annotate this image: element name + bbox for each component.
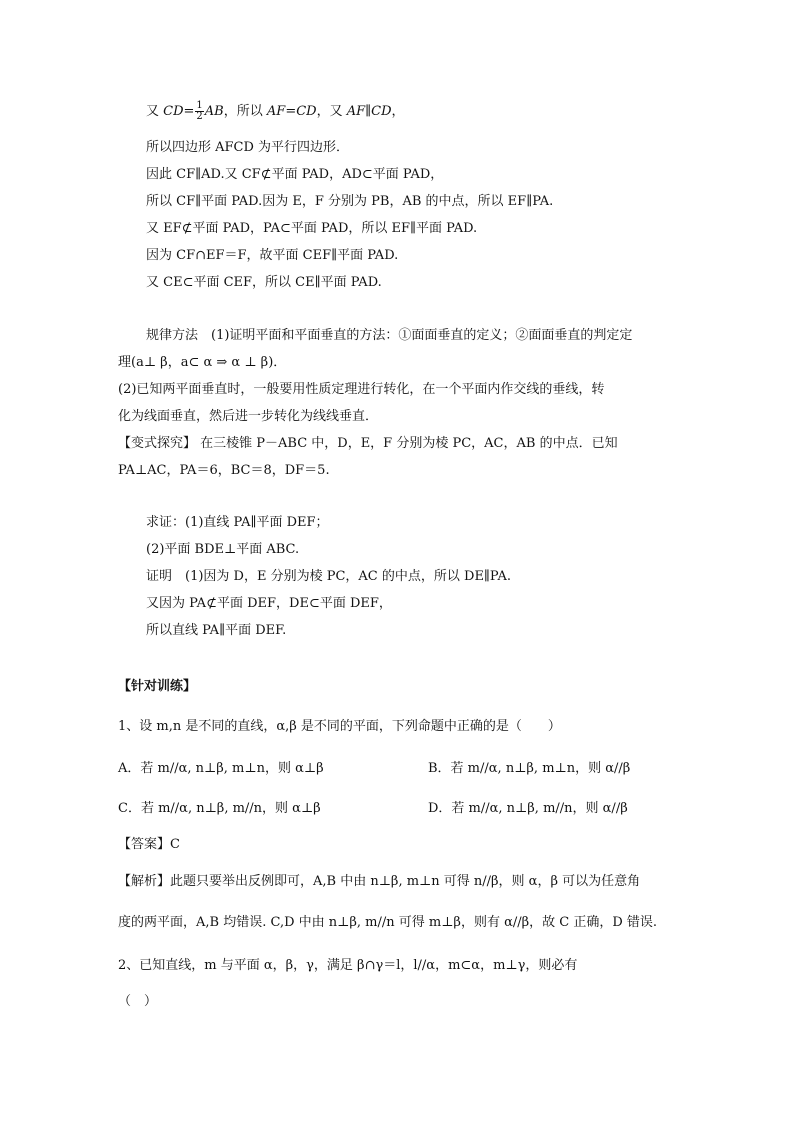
training-heading: 【针对训练】 [118,678,197,693]
fraction-half [195,101,203,122]
text: = [285,104,297,119]
text: AB [204,104,224,119]
method-line-1: 规律方法 (1)证明平面和平面垂直的方法：①面面垂直的定义；②面面垂直的判定定 [146,328,633,343]
method-line-2: 理(a⊥ β，a⊂ α ⇒ α ⊥ β)． [118,355,287,370]
option-b: B．若 m//α, n⊥β, m⊥n，则 α//β [428,761,631,776]
method-line-4: 化为线面垂直，然后进一步转化为线线垂直． [118,409,379,424]
text: ，所以 [223,104,267,119]
fraction-numerator: 1 [196,100,203,111]
option-a: A．若 m//α, n⊥β, m⊥n，则 α⊥β [118,761,324,776]
text: CD [296,104,317,119]
variant-line-2: PA⊥AC，PA＝6，BC＝8，DF＝5. [118,463,330,478]
answer: 【答案】C [118,837,180,852]
text: = [183,104,195,119]
proof-line-7: 又 CE⊂平面 CEF，所以 CE∥平面 PAD. [146,275,382,290]
prove-line-1: 求证：(1)直线 PA∥平面 DEF； [146,515,329,530]
prove-line-2: (2)平面 BDE⊥平面 ABC. [146,542,300,557]
method-line-3: (2)已知两平面垂直时，一般要用性质定理进行转化，在一个平面内作交线的垂线，转 [118,382,605,397]
question-2: 2、已知直线，m 与平面 α，β，γ，满足 β∩γ＝l，l//α，m⊂α，m⊥γ，则必有 [118,958,578,973]
text: AF [266,104,286,119]
question-2-blank: （ ） [118,994,158,1009]
prove-line-4: 又因为 PA⊄平面 DEF，DE⊂平面 DEF， [146,596,392,611]
proof-line-4: 所以 CF∥平面 PAD.因为 E，F 分别为 PB，AB 的中点，所以 EF∥PA. [146,194,554,209]
question-1: 1、设 m,n 是不同的直线，α,β 是不同的平面，下列命题中正确的是（ ） [118,719,561,734]
proof-line-2: 所以四边形 AFCD 为平行四边形． [146,140,350,155]
proof-line-5: 又 EF⊄平面 PAD，PA⊂平面 PAD，所以 EF∥平面 PAD. [146,221,478,236]
proof-line-1 [146,101,405,122]
proof-line-6: 因为 CF∩EF＝F，故平面 CEF∥平面 PAD. [146,248,399,263]
text: CD [163,104,184,119]
analysis-line-1: 【解析】此题只要举出反例即可，A,B 中由 n⊥β, m⊥n 可得 n//β，则 α，β 可以为任意角 [118,874,641,889]
proof-line-3: 因此 CF∥AD.又 CF⊄平面 PAD，AD⊂平面 PAD， [146,167,444,182]
fraction-denominator: 2 [196,111,203,122]
prove-line-5: 所以直线 PA∥平面 DEF. [146,623,287,638]
analysis-line-2: 度的两平面，A,B 均错误. C,D 中由 n⊥β, m//n 可得 m⊥β，则有 α//β，故 C 正确，D 错误. [118,915,658,930]
option-c: C．若 m//α, n⊥β, m//n，则 α⊥β [118,801,321,816]
text: 又 [146,104,164,119]
text: ， [391,104,405,119]
option-d: D．若 m//α, n⊥β, m//n，则 α//β [428,801,628,816]
text: ，又 [316,104,347,119]
prove-line-3: 证明 (1)因为 D，E 分别为棱 PC，AC 的中点，所以 DE∥PA. [146,569,512,584]
variant-line-1: 【变式探究】 在三棱锥 P－ABC 中，D，E，F 分别为棱 PC，AC，AB 的中点．已知 [118,436,618,451]
text: AF∥CD [346,104,392,119]
